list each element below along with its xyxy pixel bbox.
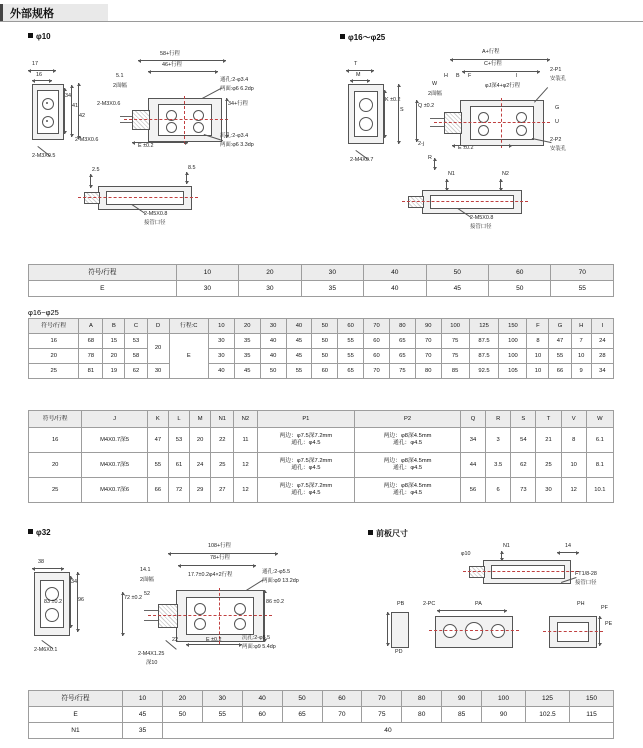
th-30: 30 (202, 691, 242, 707)
th-b: B (103, 319, 125, 334)
cell: 87.5 (469, 349, 499, 364)
row-label-16: 16 (29, 334, 79, 349)
section-label-d16-25: φ16～φ25 (340, 32, 385, 43)
cell: 105 (499, 364, 527, 379)
table-row (29, 723, 614, 739)
th-symbol-stroke: 符号/行程 (29, 319, 79, 334)
table-row (29, 349, 614, 364)
table-row (29, 428, 614, 453)
cell: 55 (286, 364, 312, 379)
drawing-d16-25: T M K ±0.2 S 2-M4X0.7 A+行程 C+行程 H B F I W 2面幅 φJ深4+φ2行程 2-P1 安装孔 2-P2 安装孔 Q ±0.2 2-j E ±0.2 R G U N1 N2 2-M5X0.8 接管口径 (330, 46, 640, 236)
cell: 25 (211, 453, 234, 478)
th-100: 100 (482, 691, 526, 707)
row-label-20: 20 (29, 453, 82, 478)
th-50: 50 (282, 691, 322, 707)
cell: 81 (79, 364, 103, 379)
cell: 10 (561, 453, 586, 478)
cell-p1-line1: 两边：φ7.5深7.2mm (279, 433, 333, 440)
th-symbol-stroke: 符号/行程 (29, 411, 82, 428)
cell: 75 (441, 349, 469, 364)
cell: 20 (190, 428, 211, 453)
cell: 65 (282, 707, 322, 723)
cell: 45 (123, 707, 163, 723)
cell-p2-line1: 两边：φ8深4.5mm (383, 458, 432, 465)
cell: 20 (147, 334, 169, 364)
table-row (29, 707, 614, 723)
th-j: J (82, 411, 147, 428)
th-40: 40 (242, 691, 282, 707)
row-label-e: E (29, 281, 177, 297)
th-l: L (168, 411, 189, 428)
th-p1: P1 (257, 411, 355, 428)
cell: 55 (202, 707, 242, 723)
cell: 20 (103, 349, 125, 364)
th-w: W (586, 411, 613, 428)
cell: 65 (389, 334, 415, 349)
cell: 102.5 (525, 707, 569, 723)
cell: 44 (460, 453, 485, 478)
th-40: 40 (364, 265, 426, 281)
cell: 7 (571, 334, 591, 349)
th-60: 60 (489, 265, 551, 281)
th-v: V (561, 411, 586, 428)
cell: 28 (591, 349, 613, 364)
cell: 10.1 (586, 478, 613, 503)
cell: 60 (364, 349, 390, 364)
cell: 70 (415, 334, 441, 349)
cell-p1-line1: 两边：φ7.5深7.2mm (279, 483, 333, 490)
table-row (29, 453, 614, 478)
cell: 9 (571, 364, 591, 379)
cell: 21 (536, 428, 561, 453)
th-c: C (125, 319, 147, 334)
th-125: 125 (525, 691, 569, 707)
sub-label-bore: φ16~φ25 (28, 308, 59, 317)
th-h: H (571, 319, 591, 334)
cell-p1-line2: 通孔：φ4.5 (291, 465, 321, 471)
cell-p2-line2: 通孔：φ4.5 (392, 465, 423, 471)
cell-merged: 40 (162, 723, 613, 739)
th-symbol-stroke: 符号/行程 (29, 265, 177, 281)
cell: 35 (123, 723, 163, 739)
cell: M4X0.7深6 (82, 478, 147, 503)
cell: 22 (211, 428, 234, 453)
th-60: 60 (322, 691, 362, 707)
dim-2-m3x05: 2-M3X0.5 (32, 153, 56, 159)
th-r: R (486, 411, 511, 428)
cell: 8 (527, 334, 549, 349)
cell: 100 (499, 334, 527, 349)
cell-p1 (257, 428, 355, 453)
cell: 10 (527, 349, 549, 364)
cell: 45 (426, 281, 488, 297)
cell: 53 (168, 428, 189, 453)
cell: 34 (460, 428, 485, 453)
cell-p1 (257, 478, 355, 503)
bullet-square-icon (340, 34, 345, 39)
th-125: 125 (469, 319, 499, 334)
cell: 90 (482, 707, 526, 723)
section-label-d10: φ10 (28, 32, 51, 41)
cell: 78 (79, 349, 103, 364)
row-label-25: 25 (29, 478, 82, 503)
cell: 35 (234, 334, 260, 349)
cell: 50 (260, 364, 286, 379)
row-label-20: 20 (29, 349, 79, 364)
row-label-n1: N1 (29, 723, 123, 739)
th-t: T (536, 411, 561, 428)
cell: 30 (147, 364, 169, 379)
th-150: 150 (499, 319, 527, 334)
cell: 40 (260, 334, 286, 349)
cell: 40 (364, 281, 426, 297)
drawing-front-plate: N1 14 φ10 FT1/8-28 接管口径 PB PD 2-PC PA PH PF PE (365, 540, 635, 680)
cell-stroke-group: E (169, 334, 208, 379)
cell: 65 (389, 349, 415, 364)
cell: 55 (549, 349, 571, 364)
cell: 35 (301, 281, 363, 297)
cell-p2-line2: 通孔：φ4.5 (392, 490, 423, 496)
table-dim-2 (28, 410, 614, 503)
cell: 60 (364, 334, 390, 349)
cell: 75 (362, 707, 402, 723)
cell: 45 (286, 349, 312, 364)
cell-p1 (257, 453, 355, 478)
cell: 34 (591, 364, 613, 379)
th-10: 10 (123, 691, 163, 707)
section-label-d32: φ32 (28, 528, 51, 537)
cell: 68 (79, 334, 103, 349)
table-row (29, 265, 614, 281)
th-i: I (591, 319, 613, 334)
cell: 54 (511, 428, 536, 453)
cell: 56 (460, 478, 485, 503)
cell: 45 (234, 364, 260, 379)
cell: 72 (168, 478, 189, 503)
cell: 30 (176, 281, 238, 297)
cell: 55 (147, 453, 168, 478)
th-90: 90 (442, 691, 482, 707)
bullet-square-icon (28, 33, 33, 38)
cell-p2 (355, 428, 461, 453)
cell: 58 (125, 349, 147, 364)
table-row (29, 334, 614, 349)
table-row (29, 691, 614, 707)
th-s: S (511, 411, 536, 428)
cell: 47 (549, 334, 571, 349)
th-q: Q (460, 411, 485, 428)
cell: 75 (389, 364, 415, 379)
table-row (29, 478, 614, 503)
th-m: M (190, 411, 211, 428)
table-row (29, 411, 614, 428)
cell: 12 (561, 478, 586, 503)
cell: 27 (211, 478, 234, 503)
th-100: 100 (441, 319, 469, 334)
drawing-d10: 17 16 34 41 42 2-M3X0.5 58+行程 46+行程 5.1 2面幅 2-M3X0.6 通孔:2-φ3.4 两面:φ6 6.2dp 沉孔:2-φ3.4 两面:φ6 3.3dp 34+行程 E ±0.2 2-M3X0.6 2.5 8.5 2-M5X0.8 接管口径 (20, 46, 320, 236)
cell-p2-line1: 两边：φ8深4.5mm (383, 433, 432, 440)
cell: 50 (312, 349, 338, 364)
cell: 55 (551, 281, 614, 297)
th-10: 10 (208, 319, 234, 334)
th-a: A (79, 319, 103, 334)
cell: 40 (208, 364, 234, 379)
cell: 53 (125, 334, 147, 349)
cell: 55 (338, 349, 364, 364)
cell: 61 (168, 453, 189, 478)
cell-p2 (355, 478, 461, 503)
cell: 85 (441, 364, 469, 379)
cell: 65 (338, 364, 364, 379)
cell: 8.1 (586, 453, 613, 478)
cell: 80 (415, 364, 441, 379)
cell: 62 (125, 364, 147, 379)
cell: 87.5 (469, 334, 499, 349)
cell: 73 (511, 478, 536, 503)
th-50: 50 (426, 265, 488, 281)
cell: 10 (527, 364, 549, 379)
cell: 60 (312, 364, 338, 379)
table-row (29, 364, 614, 379)
cell: M4X0.7深5 (82, 453, 147, 478)
cell: 55 (338, 334, 364, 349)
th-p2: P2 (355, 411, 461, 428)
th-20: 20 (239, 265, 301, 281)
th-150: 150 (570, 691, 614, 707)
cell: 85 (442, 707, 482, 723)
cell: 80 (402, 707, 442, 723)
cell: 6 (486, 478, 511, 503)
table-row (29, 281, 614, 297)
cell: 66 (549, 364, 571, 379)
th-f: F (527, 319, 549, 334)
cell: 24 (190, 453, 211, 478)
cell: 12 (234, 478, 257, 503)
cell: 60 (242, 707, 282, 723)
cell: 50 (489, 281, 551, 297)
cell: 70 (364, 364, 390, 379)
cell: 24 (591, 334, 613, 349)
cell: 15 (103, 334, 125, 349)
section-label-front-plate: 前板尺寸 (368, 528, 408, 539)
cell: 10 (571, 349, 591, 364)
cell-p1-line2: 通孔：φ4.5 (291, 440, 321, 446)
cell: 70 (415, 349, 441, 364)
cell: 30 (239, 281, 301, 297)
cell: 35 (234, 349, 260, 364)
cell: 25 (536, 453, 561, 478)
th-g: G (549, 319, 571, 334)
row-label-25: 25 (29, 364, 79, 379)
th-stroke: 行程:C (169, 319, 208, 334)
cell-p1-line1: 两边：φ7.5深7.2mm (279, 458, 333, 465)
table-d32 (28, 690, 614, 739)
th-symbol-stroke: 符号/行程 (29, 691, 123, 707)
th-70: 70 (551, 265, 614, 281)
cell: 47 (147, 428, 168, 453)
cell: 92.5 (469, 364, 499, 379)
cell: M4X0.7深5 (82, 428, 147, 453)
table-row (29, 319, 614, 334)
cell-p1-line2: 通孔：φ4.5 (291, 490, 321, 496)
th-70: 70 (364, 319, 390, 334)
table-dim-1 (28, 318, 614, 379)
row-label-e: E (29, 707, 123, 723)
th-10: 10 (176, 265, 238, 281)
cell: 12 (234, 453, 257, 478)
bullet-square-icon (368, 530, 373, 535)
th-80: 80 (389, 319, 415, 334)
cell: 62 (511, 453, 536, 478)
th-n2: N2 (234, 411, 257, 428)
cell-p2-line2: 通孔：φ4.5 (392, 440, 423, 446)
cell: 3.5 (486, 453, 511, 478)
cell-p2 (355, 453, 461, 478)
cell: 30 (208, 349, 234, 364)
cell: 70 (322, 707, 362, 723)
dim-2-m4x07: 2-M4X0.7 (350, 157, 374, 163)
cell: 30 (208, 334, 234, 349)
th-80: 80 (402, 691, 442, 707)
th-d: D (147, 319, 169, 334)
cell: 45 (286, 334, 312, 349)
cell: 75 (441, 334, 469, 349)
page-title: 外部规格 (0, 4, 108, 21)
bullet-square-icon (28, 529, 33, 534)
cell: 29 (190, 478, 211, 503)
th-40: 40 (286, 319, 312, 334)
th-30: 30 (301, 265, 363, 281)
cell-p2-line1: 两边：φ8深4.5mm (383, 483, 432, 490)
cell: 50 (312, 334, 338, 349)
th-20: 20 (162, 691, 202, 707)
cell: 30 (536, 478, 561, 503)
drawing-d32: 38 34 83 ±0.2 96 2-M6X0.1 108+行程 78+行程 14.1 2面幅 17.7±0.2φ4×2行程 通孔:2-φ5.5 两面:φ9 13.2dp 72 ±0.2 52 86 ±0.2 22 E ±0.2 沉孔:2-φ5.5 两面:φ9 5.4dp 2-M4X1.25 深10 (34, 543, 299, 666)
table-stroke-e (28, 264, 614, 297)
cell: 40 (260, 349, 286, 364)
cell: 6.1 (586, 428, 613, 453)
th-70: 70 (362, 691, 402, 707)
th-20: 20 (234, 319, 260, 334)
th-n1: N1 (211, 411, 234, 428)
th-60: 60 (338, 319, 364, 334)
cell: 50 (162, 707, 202, 723)
th-50: 50 (312, 319, 338, 334)
cell: 8 (561, 428, 586, 453)
row-label-16: 16 (29, 428, 82, 453)
cell: 19 (103, 364, 125, 379)
cell: 100 (499, 349, 527, 364)
th-90: 90 (415, 319, 441, 334)
th-k: K (147, 411, 168, 428)
cell: 11 (234, 428, 257, 453)
th-30: 30 (260, 319, 286, 334)
cell: 3 (486, 428, 511, 453)
header-divider (0, 21, 643, 22)
cell: 115 (570, 707, 614, 723)
cell: 66 (147, 478, 168, 503)
